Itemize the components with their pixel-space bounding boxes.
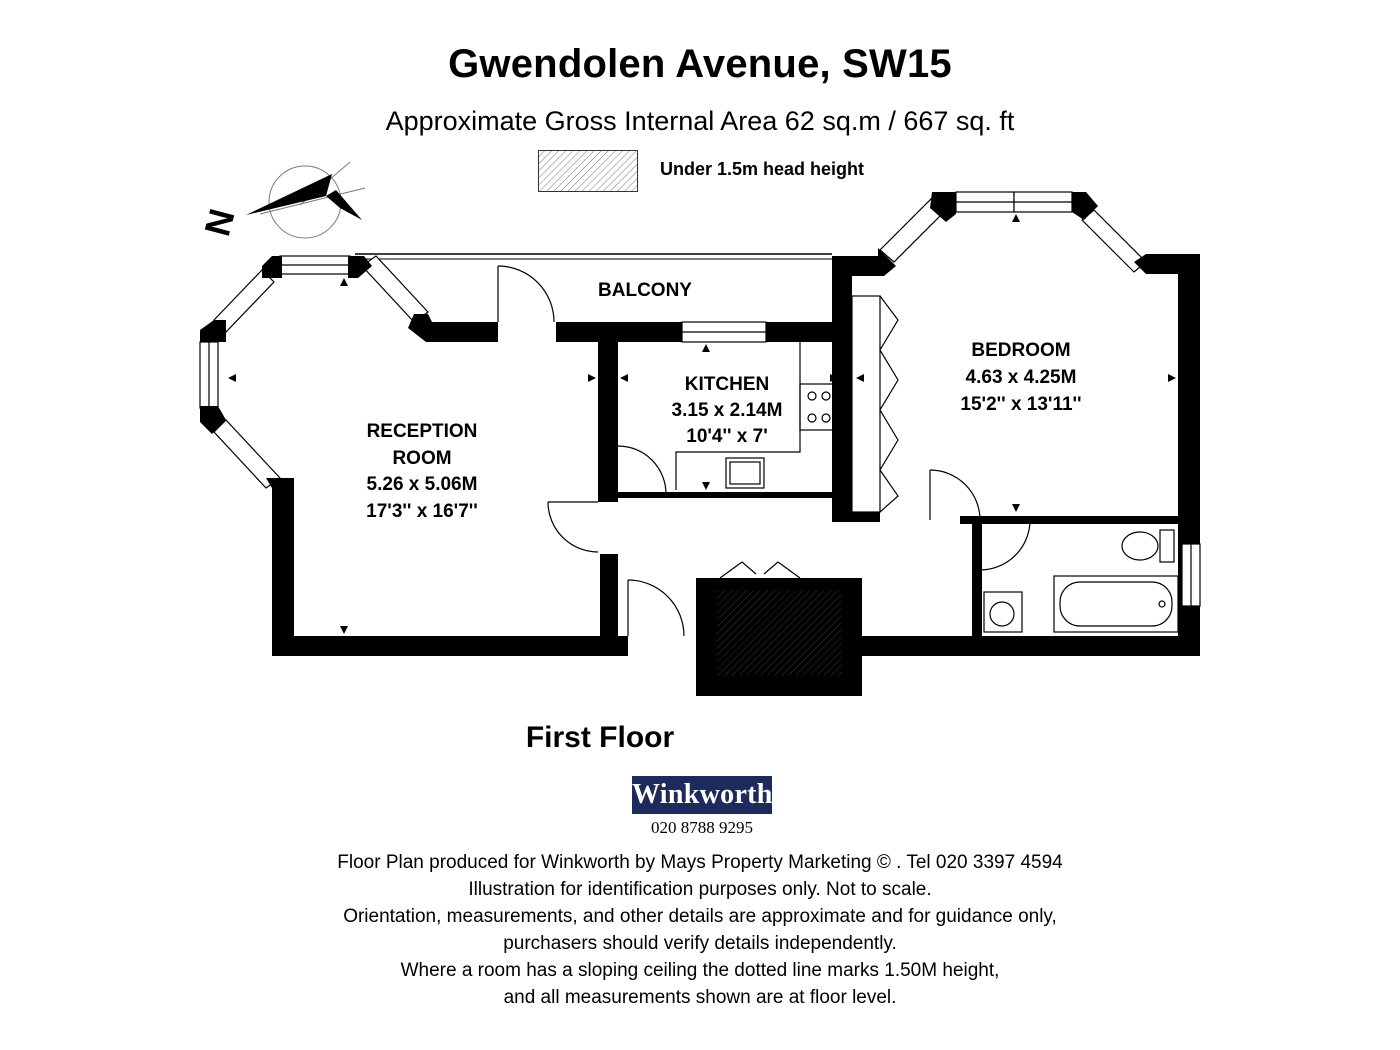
bathroom-window [1182, 544, 1200, 606]
disclaimer-line: Where a room has a sloping ceiling the dotted line marks 1.50M height, [400, 960, 1000, 981]
compass-tail-icon [326, 190, 362, 220]
kitchen-metric: 3.15 x 2.14M [671, 400, 783, 421]
compass-arrow-icon [246, 174, 332, 215]
kitchen-bottom-wall [618, 492, 848, 498]
disclaimer-line: and all measurements shown are at floor level. [503, 987, 897, 1008]
kitchen-label [672, 374, 783, 447]
kitchen-name: KITCHEN [684, 374, 770, 395]
reception-name-line1: RECEPTION [366, 421, 478, 442]
reception-metric: 5.26 x 5.06M [366, 474, 478, 495]
disclaimer [0, 849, 1400, 1011]
area-subtitle: Approximate Gross Internal Area 62 sq.m / 667 sq. ft [385, 106, 1015, 136]
balcony-label: BALCONY [598, 280, 692, 301]
bedroom-walls [832, 192, 1200, 656]
cupboard [696, 562, 862, 696]
compass-north-label: N [196, 204, 243, 241]
brand-phone: 020 8788 9295 [651, 818, 753, 837]
legend-label: Under 1.5m head height [660, 159, 865, 179]
disclaimer-line: Orientation, measurements, and other details are approximate and for guidance only, [343, 906, 1057, 927]
reception-label [366, 421, 478, 522]
bedroom-name: BEDROOM [971, 340, 1071, 361]
disclaimer-line: Illustration for identification purposes only. Not to scale. [468, 879, 932, 900]
bedroom-bay-window [880, 192, 1146, 272]
balcony-door [498, 266, 554, 322]
reception-name-line2: ROOM [392, 448, 452, 469]
kitchen-imperial: 10'4'' x 7' [686, 426, 768, 447]
bathroom-fixtures [984, 530, 1178, 632]
bedroom-label [960, 340, 1081, 415]
floor-label: First Floor [525, 721, 675, 754]
kitchen-window [682, 322, 766, 342]
reception-imperial: 17'3'' x 16'7'' [366, 501, 478, 522]
brand-logo: Winkworth [632, 776, 772, 814]
bedroom-imperial: 15'2'' x 13'11'' [960, 394, 1082, 415]
disclaimer-line: purchasers should verify details independently. [503, 933, 897, 954]
disclaimer-line: Floor Plan produced for Winkworth by Mays Property Marketing © . Tel 020 3397 4594 [337, 852, 1063, 873]
bedroom-metric: 4.63 x 4.25M [965, 367, 1077, 388]
balcony [355, 254, 832, 259]
compass [196, 162, 365, 240]
wardrobe-doors [852, 296, 898, 512]
page-title: Gwendolen Avenue, SW15 [448, 42, 952, 86]
